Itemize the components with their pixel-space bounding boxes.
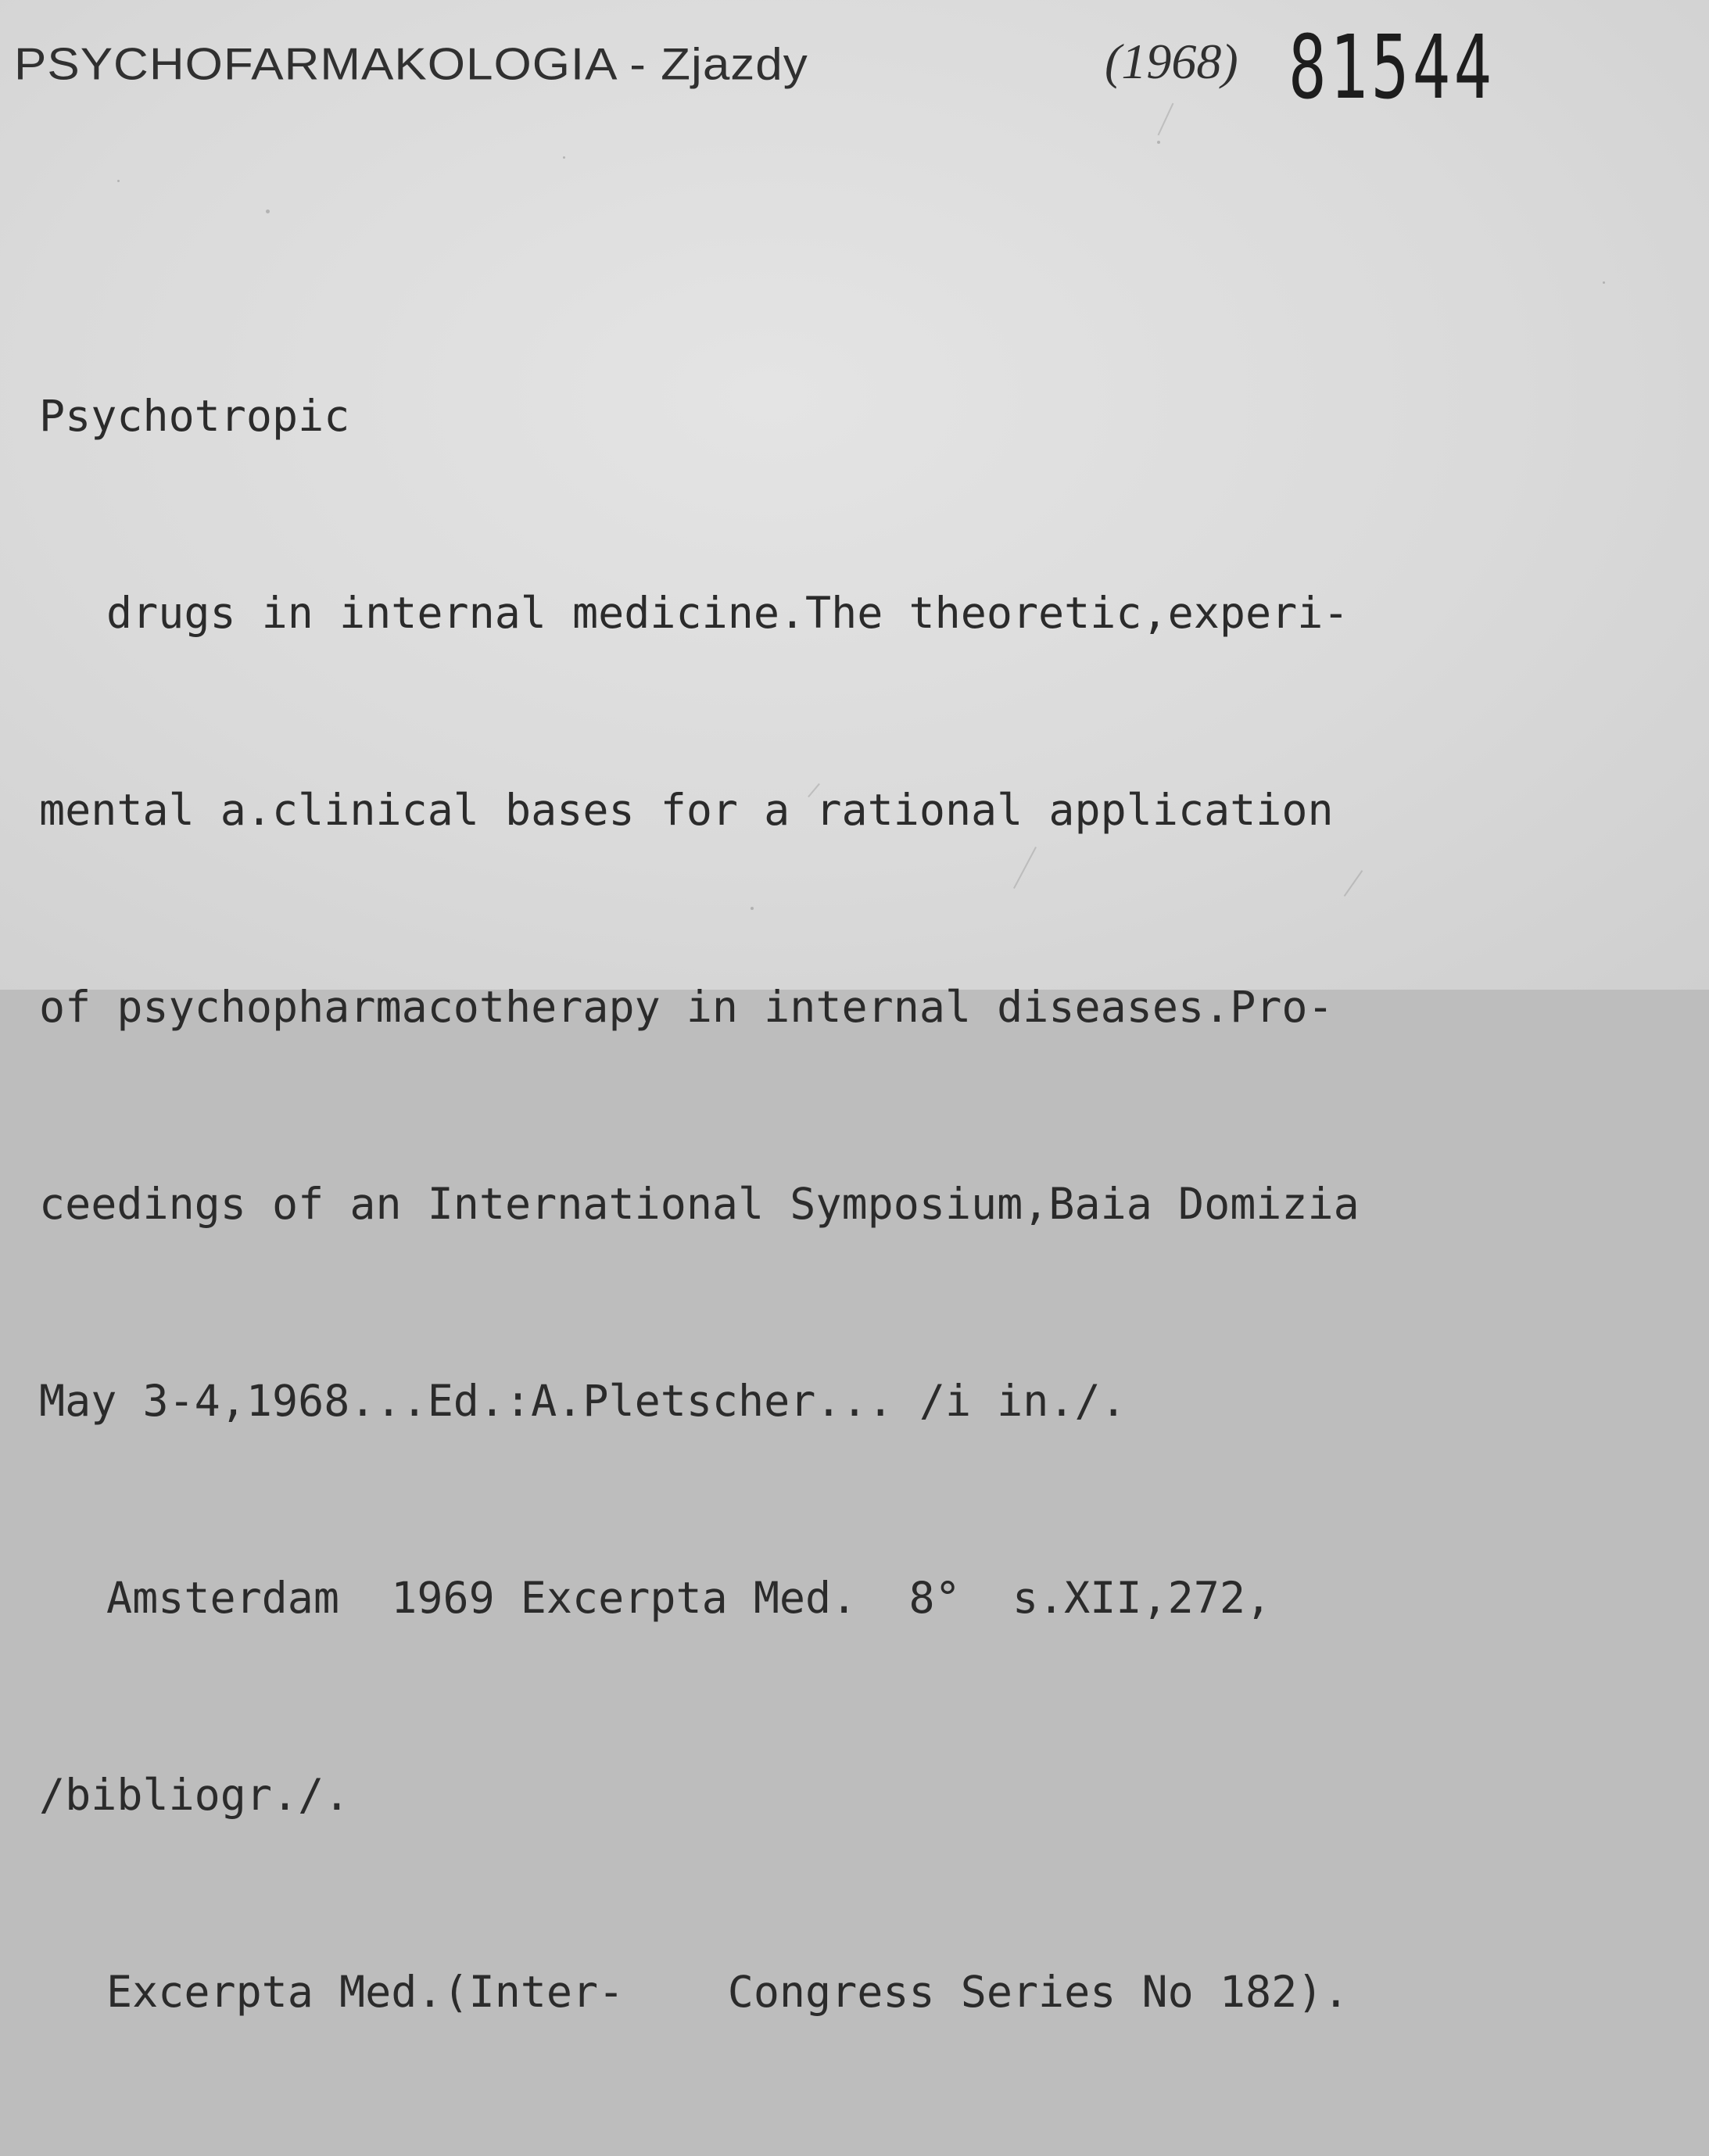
- subject-heading: PSYCHOFARMAKOLOGIA - Zjazdy: [14, 39, 808, 90]
- entry-line-imprint: Amsterdam 1969 Excerpta Med. 8° s.XII,272,: [106, 1573, 1272, 1623]
- paper-speck: [117, 180, 120, 182]
- call-number: 81544: [1288, 17, 1496, 119]
- entry-line-series: Excerpta Med.(Inter- Congress Series No 182).: [106, 1967, 1349, 2017]
- handwritten-year-note: (1968): [1105, 34, 1238, 89]
- paper-speck: [563, 156, 565, 159]
- paper-speck: [1603, 281, 1605, 284]
- paper-scratch: [1158, 103, 1174, 136]
- entry-line: mental a.clinical bases for a rational application: [39, 785, 1334, 835]
- entry-line-bibliography: /bibliogr./.: [39, 1770, 350, 1820]
- bibliographic-entry: [39, 252, 1360, 2156]
- entry-line: May 3-4,1968...Ed.:A.Pletscher... /i in./.: [39, 1376, 1127, 1426]
- entry-line: drugs in internal medicine.The theoretic,experi-: [106, 588, 1349, 638]
- entry-line: ceedings of an International Symposium,Baia Domizia: [39, 1179, 1360, 1229]
- entry-line: of psychopharmacotherapy in internal diseases.Pro-: [39, 982, 1334, 1032]
- paper-speck: [266, 210, 270, 213]
- entry-line-title-start: Psychotropic: [39, 391, 350, 441]
- paper-speck: [1157, 141, 1160, 144]
